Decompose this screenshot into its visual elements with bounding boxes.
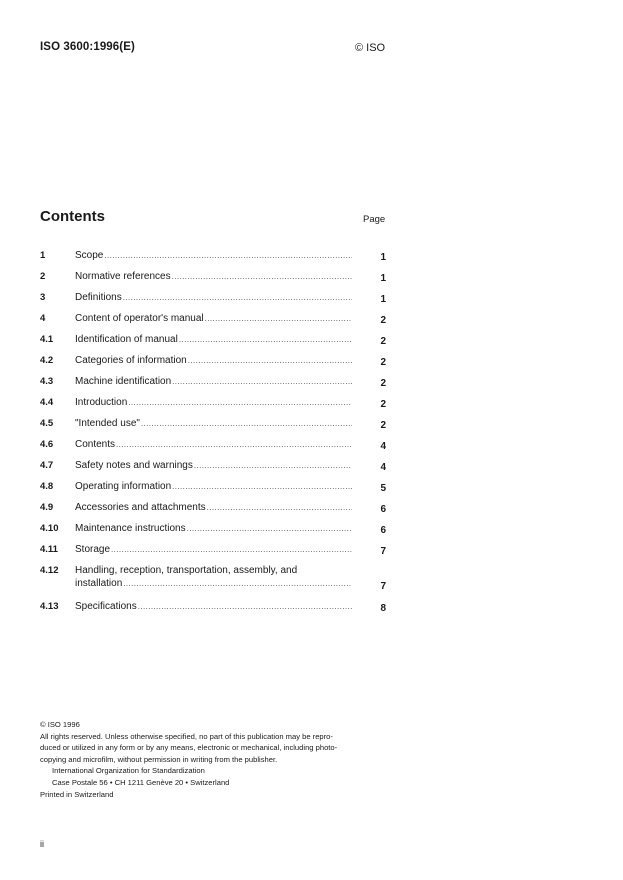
toc-title: Identification of manual: [75, 334, 178, 345]
toc-title: "Intended use": [75, 418, 140, 429]
toc-page: 1: [380, 273, 386, 284]
toc-entry[interactable]: [40, 248, 386, 269]
toc-title: Maintenance instructions: [75, 523, 186, 534]
toc-entry[interactable]: [40, 269, 386, 290]
toc-number: 4.13: [40, 601, 59, 612]
toc-number: 2: [40, 271, 46, 282]
toc-entry[interactable]: [40, 563, 386, 599]
toc-page: 7: [380, 546, 386, 557]
toc-title: Definitions: [75, 292, 122, 303]
toc-entry[interactable]: [40, 353, 386, 374]
toc-page: 5: [380, 483, 386, 494]
document-id: ISO 3600:1996(E): [40, 41, 135, 53]
toc-number: 4.2: [40, 355, 54, 366]
organization-name: International Organization for Standardization: [52, 766, 205, 776]
toc-page: 4: [380, 441, 386, 452]
toc-number: 1: [40, 250, 46, 261]
toc-number: 4.5: [40, 418, 54, 429]
toc-number: 4.1: [40, 334, 54, 345]
toc-page: 8: [380, 603, 386, 614]
toc-title: Content of operator's manual: [75, 313, 204, 324]
toc-number: 4.6: [40, 439, 54, 450]
copyright-mark: © ISO: [355, 42, 386, 54]
toc-page: 2: [380, 378, 386, 389]
toc-page: 2: [380, 420, 386, 431]
toc-page: 6: [380, 504, 386, 515]
toc-title-line1: Handling, reception, transportation, assembly, and: [75, 565, 298, 576]
toc-entry[interactable]: [40, 290, 386, 311]
toc-entry[interactable]: [40, 332, 386, 353]
toc-number: 4.9: [40, 502, 54, 513]
toc-number: 4.10: [40, 523, 59, 534]
toc-title: Categories of information: [75, 355, 187, 366]
toc-number: 4.11: [40, 544, 58, 555]
toc-number: 4.8: [40, 481, 54, 492]
toc-title: Operating information: [75, 481, 172, 492]
toc-entry[interactable]: [40, 521, 386, 542]
toc-title: Machine identification: [75, 376, 172, 387]
toc-entry[interactable]: [40, 500, 386, 521]
toc-entry[interactable]: [40, 437, 386, 458]
toc-title: Accessories and attachments: [75, 502, 206, 513]
toc-entry[interactable]: [40, 311, 386, 332]
page-column-label: Page: [363, 214, 386, 225]
rights-line: copying and microfilm, without permission in writing from the publisher.: [40, 754, 278, 764]
toc-number: 4.4: [40, 397, 54, 408]
toc-entry[interactable]: [40, 395, 386, 416]
toc-page: 2: [380, 357, 386, 368]
toc-title: Contents: [75, 439, 116, 450]
rights-line: duced or utilized in any form or by any means, electronic or mechanical, including photo-: [40, 743, 338, 753]
toc-entry[interactable]: [40, 374, 386, 395]
page-number: ii: [40, 839, 44, 849]
toc-number: 4.7: [40, 460, 54, 471]
toc-entry[interactable]: [40, 599, 386, 620]
toc-number: 4: [40, 313, 46, 324]
toc-entry[interactable]: [40, 542, 386, 563]
toc-entry[interactable]: [40, 416, 386, 437]
toc-title: Scope: [75, 250, 104, 261]
contents-heading: Contents: [40, 208, 105, 225]
toc-page: 6: [380, 525, 386, 536]
toc-page: 2: [380, 315, 386, 326]
toc-title: Normative references: [75, 271, 171, 282]
toc-page: 2: [380, 399, 386, 410]
table-of-contents: [40, 248, 386, 620]
rights-line: All rights reserved. Unless otherwise specified, no part of this publication may be repro-: [40, 731, 333, 741]
toc-entry[interactable]: [40, 458, 386, 479]
toc-page: 1: [380, 294, 386, 305]
toc-title-line2: installation: [75, 578, 123, 589]
copyright-footer: [40, 719, 386, 800]
toc-title: Specifications: [75, 601, 137, 612]
printed-in: Printed in Switzerland: [40, 789, 114, 799]
toc-entry[interactable]: [40, 479, 386, 500]
toc-page: 1: [380, 252, 386, 263]
toc-title: Safety notes and warnings: [75, 460, 193, 471]
toc-number: 3: [40, 292, 46, 303]
toc-page: 4: [380, 462, 386, 473]
toc-page: 7: [380, 581, 386, 592]
organization-address: Case Postale 56 • CH 1211 Genève 20 • Switzerland: [52, 777, 230, 787]
toc-number: 4.3: [40, 376, 54, 387]
toc-number: 4.12: [40, 565, 59, 576]
toc-title: Introduction: [75, 397, 128, 408]
toc-title: Storage: [75, 544, 111, 555]
toc-page: 2: [380, 336, 386, 347]
copyright-line: © ISO 1996: [40, 720, 80, 729]
